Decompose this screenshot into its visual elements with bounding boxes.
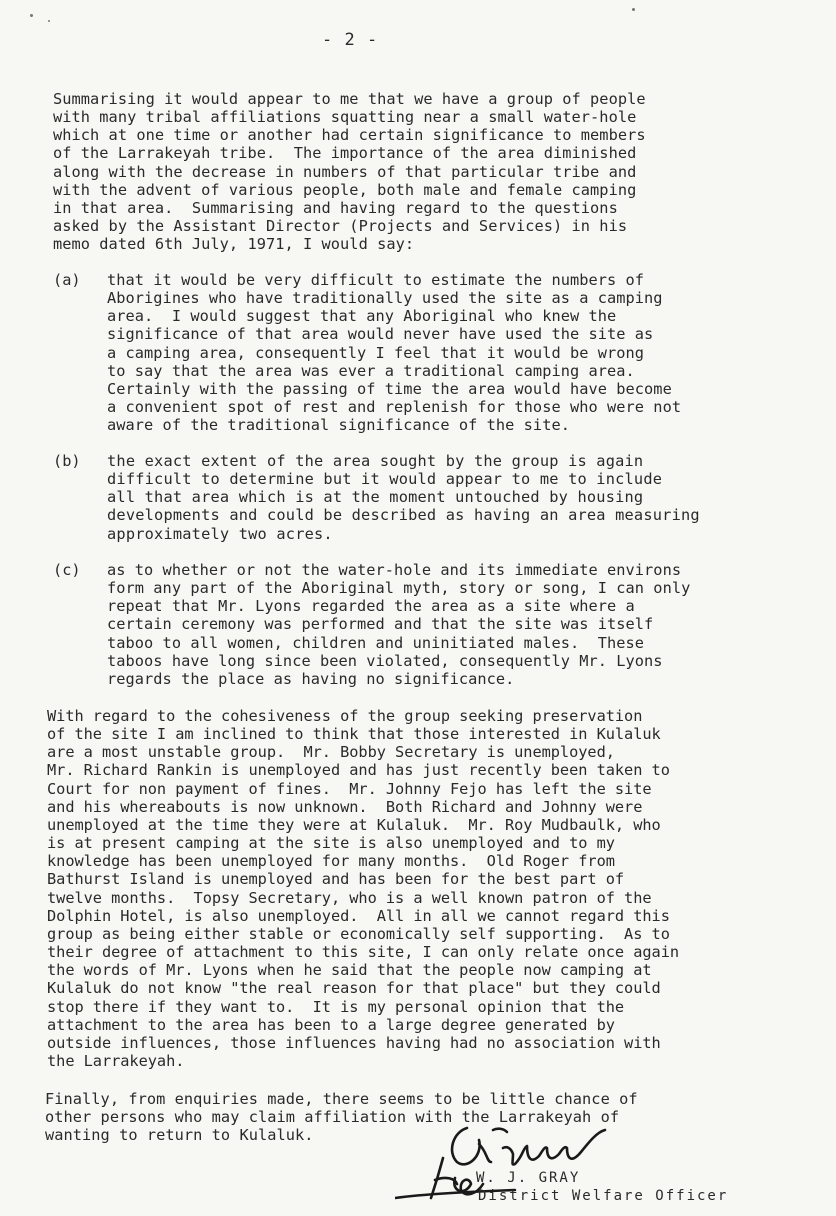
paper-speck [30, 14, 33, 17]
list-item-label: (c) [53, 561, 81, 579]
page-number: - 2 - [322, 30, 379, 50]
list-item-label: (b) [53, 452, 81, 470]
list-item-a [53, 271, 813, 441]
signatory-title: District Welfare Officer [478, 1188, 729, 1200]
summary-paragraph: Summarising it would appear to me that we have a group of people with many tribal affiliations squatting near a small water-hole which at one time or another had certain significance to members of the Larrakeyah tribe. The importance of the area diminished along with the decrease in numbers of that particular tribe and with the advent of various people, both male and female camping in that area. Summarising and having regard to the questions asked by the Assistant Director (Projects and Services) in his memo dated 6th July, 1971, I would say: [53, 90, 646, 254]
list-item-text: as to whether or not the water-hole and its immediate environs form any part of the Aboriginal myth, story or song, I can only repeat that Mr. Lyons regarded the area as a site where a certain ceremony was performed and that the site was itself taboo to all women, children and uninitiated males. These taboos have long since been violated, consequently Mr. Lyons regards the place as having no significance. [107, 561, 691, 688]
cohesiveness-paragraph: With regard to the cohesiveness of the group seeking preservation of the site I am inclined to think that those interested in Kulaluk are a most unstable group. Mr. Bobby Secretary is unemployed, Mr. Richard Rankin is unemployed and has just recently been taken to Court for non payment of fines. Mr. Johnny Fejo has left the site and his whereabouts is now unknown. Both Richard and Johnny were unemployed at the time they were at Kulaluk. Mr. Roy Mudbaulk, who is at present camping at the site is also unemployed and to my knowledge has been unemployed for many months. Old Roger from Bathurst Island is unemployed and has been for the best part of twelve months. Topsy Secretary, who is a well known patron of the Dolphin Hotel, is also unemployed. All in all we cannot regard this group as being either stable or economically self supporting. As to their degree of attachment to this site, I can only relate once again the words of Mr. Lyons when he said that the people now camping at Kulaluk do not know "the real reason for that place" but they could stop there if they want to. It is my personal opinion that the attachment to the area has been to a large degree generated by outside influences, those influences having had no association with the Larrakeyah. [47, 707, 680, 1070]
list-item-b [53, 452, 813, 547]
list-item-text: that it would be very difficult to estimate the numbers of Aborigines who have traditionally used the site as a camping area. I would suggest that any Aboriginal who knew the significance of that area would never have used the site as a camping area, consequently I feel that it would be wrong to say that the area was ever a traditional camping area. Certainly with the passing of time the area would have become a convenient spot of rest and replenish for those who were not aware of the traditional significance of the site. [107, 271, 682, 435]
closing-paragraph: Finally, from enquiries made, there seems to be little chance of other persons who may claim affiliation with the Larrakeyah of wanting to return to Kulaluk. [45, 1090, 638, 1145]
paper-speck [48, 20, 50, 22]
signatory-name: W. J. GRAY [476, 1170, 581, 1186]
paper-speck [632, 8, 635, 11]
list-item-c [53, 561, 813, 691]
list-item-text: the exact extent of the area sought by the group is again difficult to determine but it would appear to me to include all that area which is at the moment untouched by housing developments and could be described as having an area measuring approximately two acres. [107, 452, 700, 543]
list-item-label: (a) [53, 271, 81, 289]
